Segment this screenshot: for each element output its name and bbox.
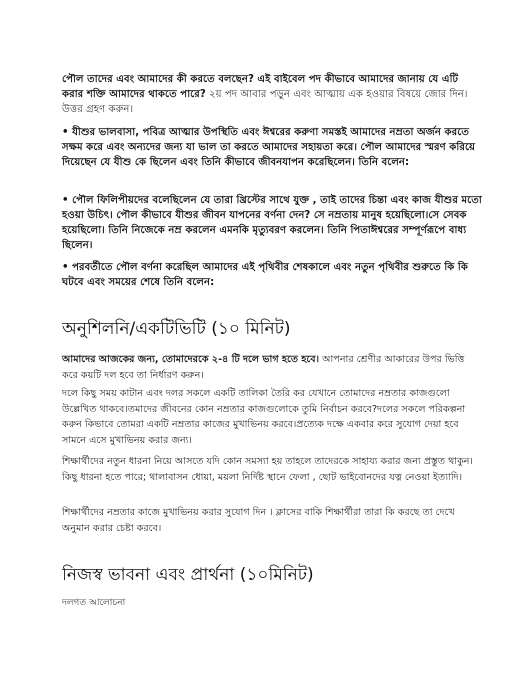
reflection-subtitle: দলগত আলোচনা — [62, 598, 126, 608]
bullet-marker: • — [62, 262, 73, 273]
bullet-text-3: পরবর্তীতে পৌল বর্ণনা করেছিল আমাদের এই পৃথিবীর শেষকালে এবং নতুন পৃথিবীর শুরুতে কি কি ঘটবে এবং সময়ের শেষে তিনি বলেন: — [62, 262, 468, 288]
intro-question-text: পৌল তাদের এবং আমাদের কী করতে বলছেন? এই বাইবেল পদ কীভাবে আমাদের জানায় যে এটি করার শক্তি আমাদের থাকতে পারে? — [62, 74, 459, 100]
bullet-marker: • — [62, 195, 73, 206]
bullet-paragraph-3 — [62, 260, 482, 290]
group-size-text: আপনার শ্রেণীর আকারের উপর ভিত্তি করে কয়টি দল হবে তা নির্ধারণ করুন। — [62, 354, 465, 381]
reflection-heading: নিজস্ব ভাবনা এবং প্রার্থনা (১০মিনিট) — [62, 565, 314, 585]
bullet-text-2: পৌল ফিলিপীয়দের বলেছিলেন যে তারা খ্রিস্টের সাথে যুক্ত , তাই তাদের চিন্তা এবং কাজ যীশুর মতো হওয়া উচিৎ। পৌল কীভাবে যীশুর জীবন যাপনের বর্ণনা দেন? সে নম্রতায় মানুষ হয়েছিলো।সে সেবক হয়েছিলো। তিনি নিজেকে নম্র করলেন এমনকি মৃত্যুবরণ করলেন। তিনি পিতাঈশ্বরের সম্পূর্ণরূপে বাধ্য ছিলেন। — [62, 195, 482, 251]
intro-paragraph — [62, 72, 482, 117]
intro-instruction-text: ২য় পদ আবার পড়ুন এবং আত্মায় এক হওয়ার বিষয়ে জোর দিন। উত্তর গ্রহণ করুন। — [62, 89, 468, 115]
bullet-marker: • — [62, 127, 73, 138]
bullet-paragraph-1 — [62, 125, 482, 170]
activity-heading: অনুশিলনি/একটিভিটি (১০ মিনিট) — [62, 319, 291, 339]
bullet-text-1: যীশুর ভালবাসা, পবিত্র আত্মার উপস্থিতি এবং ঈশ্বরের করুণা সমস্তই আমাদের নম্রতা অর্জন করতে সক্ষম করে এবং অন্যদের জন্য যা ভাল তা করতে আমাদের সহায়তা করে। পৌল আমাদের স্মরণ করিয়ে দিয়েছেন যে যীশু কে ছিলেন এবং তিনি কীভাবে জীবনযাপন করেছিলেন। তিনি বলেন: — [62, 127, 476, 168]
bullet-paragraph-2 — [62, 193, 482, 253]
activity-paragraph-3: শিক্ষার্থীদের নতুন ধারনা নিয়ে আসতে যদি কোন সমস্যা হয় তাহলে তাদেরকে সাহায্য করার জন্য প্রস্তুত থাকুন। কিছু ধারনা হতে পারে; থালাবাসন ধোয়া, ময়লা নির্দিষ্ট স্থানে ফেলা , ছোট ভাইবোনদের যত্ন নেওয়া ইত্যাদি। — [62, 456, 473, 483]
activity-paragraph-2: দলে কিছু সময় কাটান এবং দলর সকলে একটি তালিকা তৈরি কর যেখানে তোমাদের নম্রতার কাজগুলো উল্লেখিত থাকবে।তমাদের জীবনের কোন নম্রতার কাজগুলোকে তুমি নির্বাচন করবে?দলের সকলে পরিকল্পনা করুন কিভাবে তোমরা একটি নম্রতার কাজের মুখাভিনয় করবে।প্রত্যেক দক্ষে একবার করে সুযোগ দেয়া হবে সামনে এসে মুখাভিনয় করার জন্য। — [62, 388, 466, 446]
activity-paragraph-4: শিক্ষার্থীদের নম্রতার কাজে মুখাভিনয় করার সুযোগ দিন । ক্লাসের বাকি শিক্ষার্থীরা তারা কি করছে তা দেখে অনুমান করার চেষ্টা করবে। — [62, 507, 455, 534]
group-instruction-text: আমাদের আজকের জন্য, তোমাদেরকে ২-৪ টি দলে ভাগ হতে হবে। — [62, 354, 320, 365]
activity-paragraph-1 — [62, 352, 482, 383]
